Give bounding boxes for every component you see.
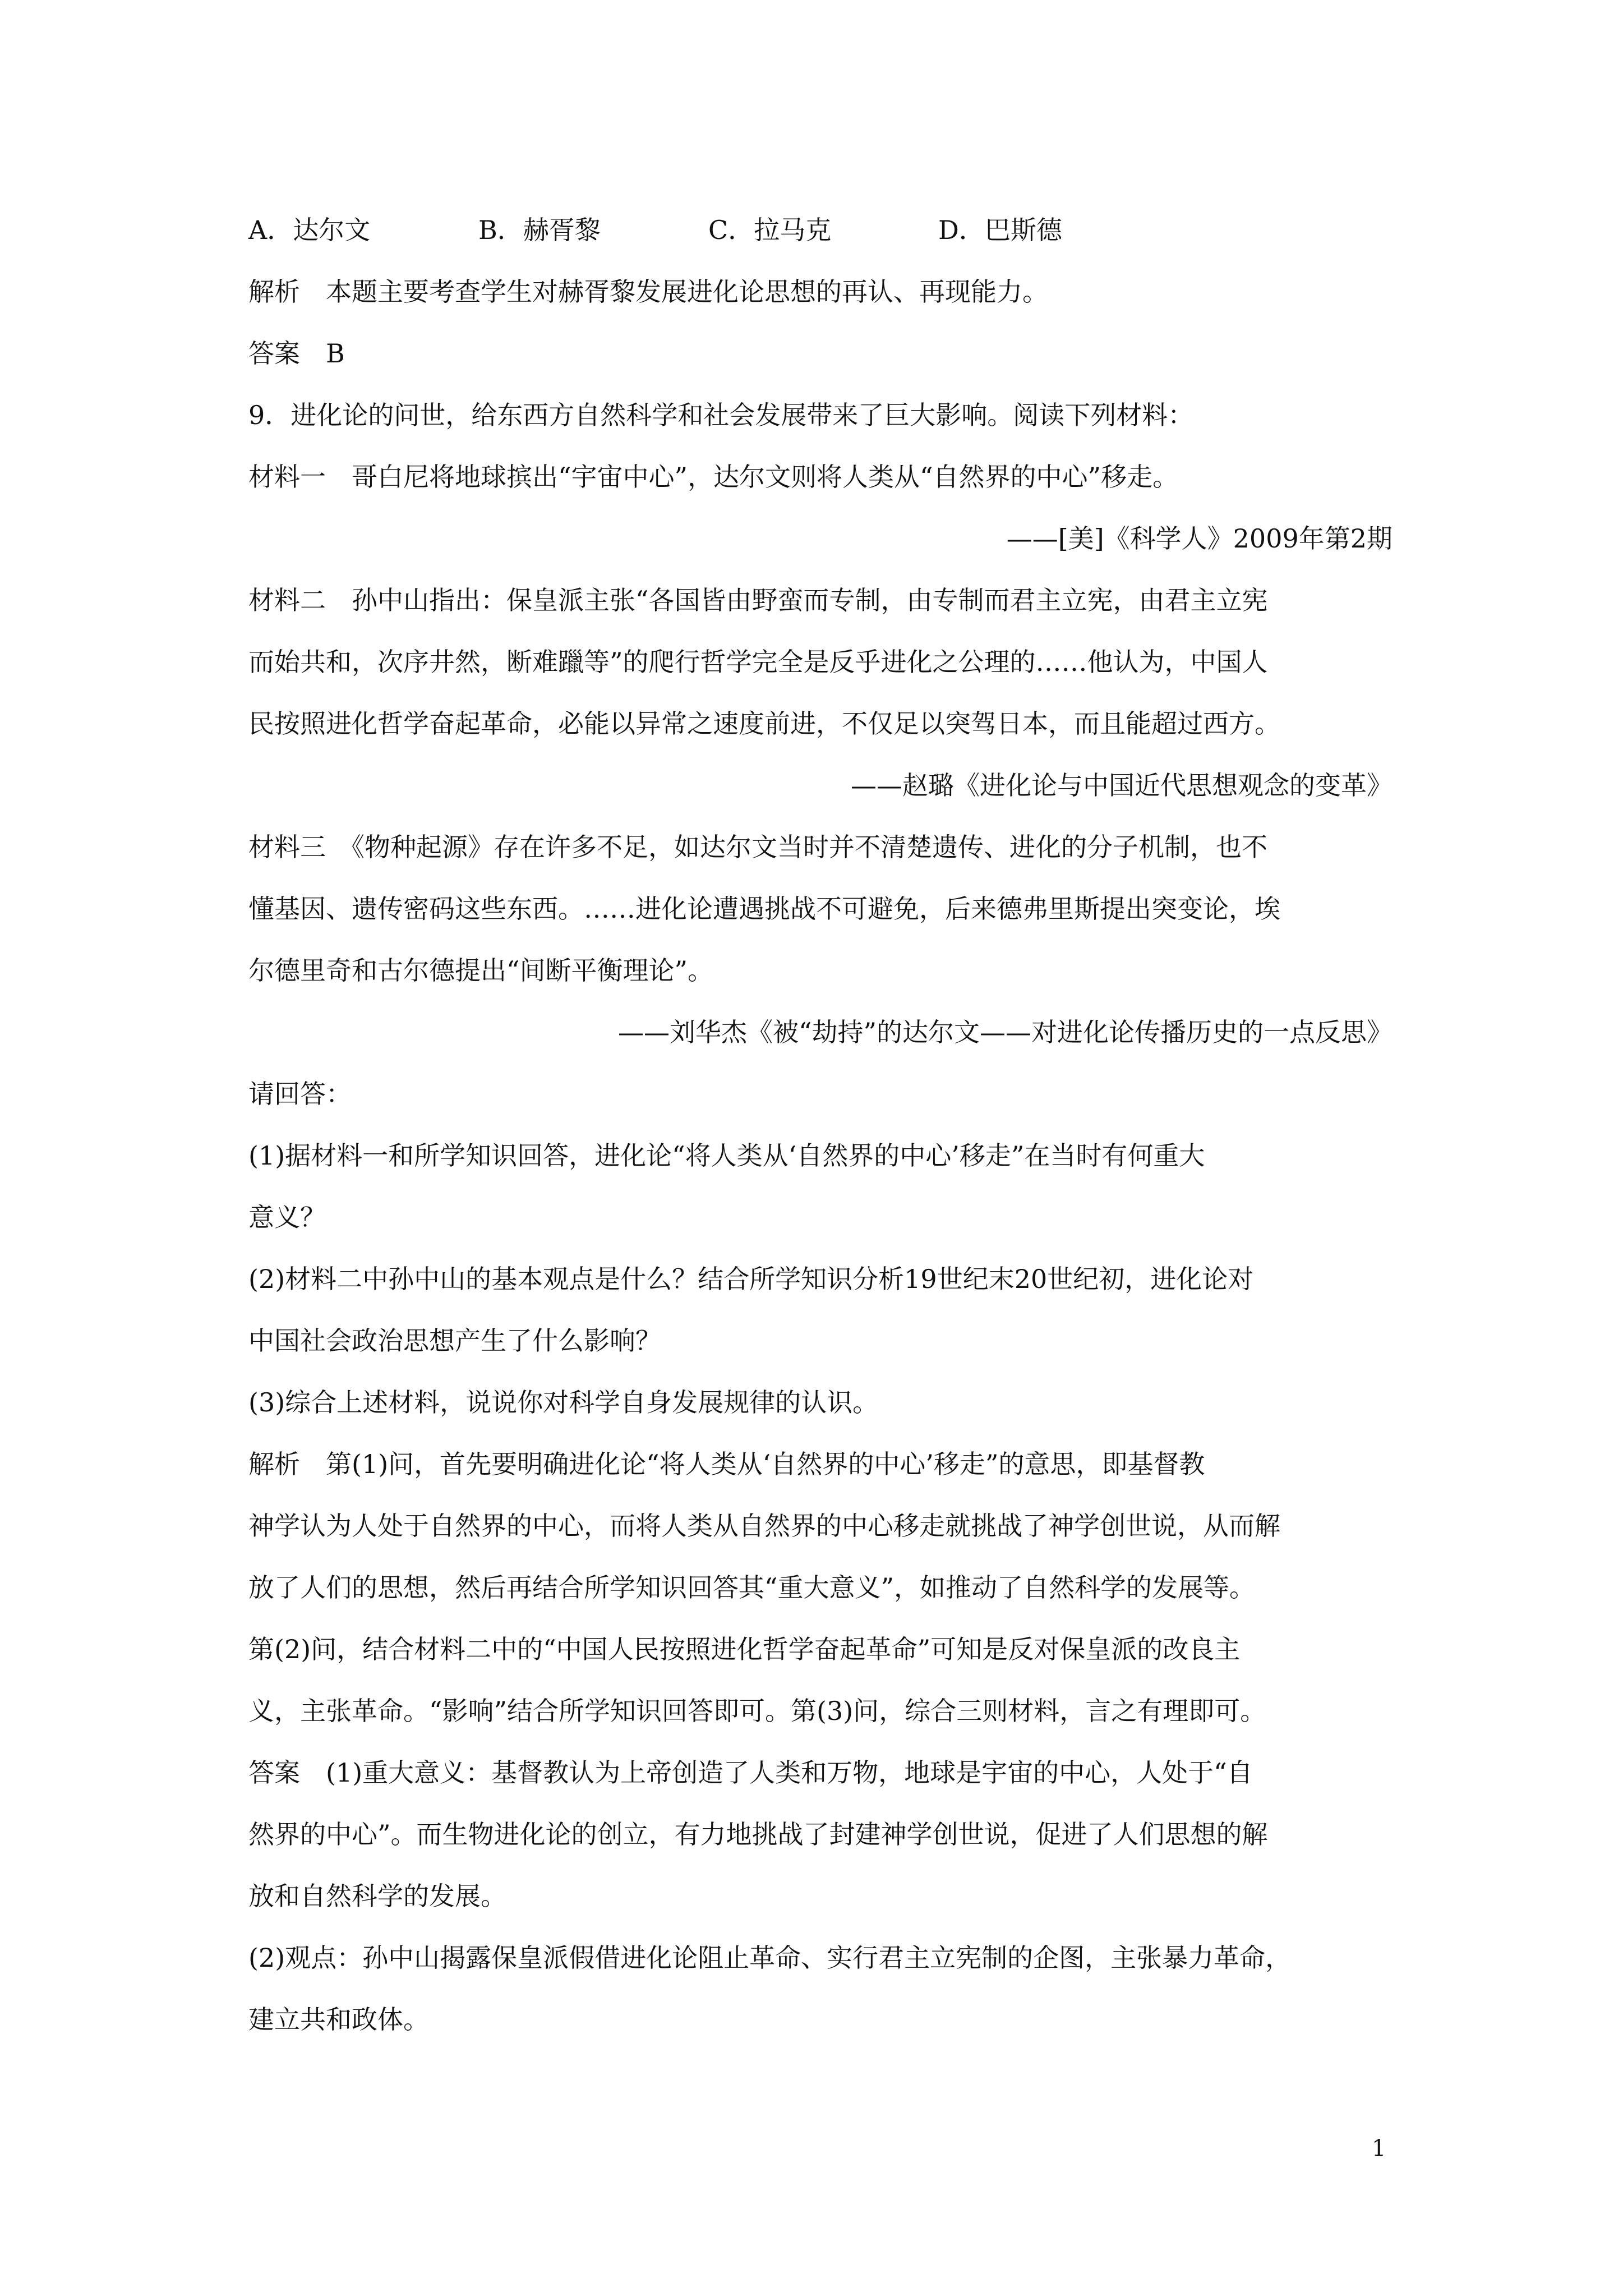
analysis-q9-line: 放了人们的思想，然后再结合所学知识回答其“重大意义”，如推动了自然科学的发展等。 — [248, 1572, 1256, 1603]
material-3-line: 懂基因、遗传密码这些东西。……进化论遭遇挑战不可避免，后来德弗里斯提出突变论，埃 — [248, 894, 1280, 924]
analysis-q9-line: 义，主张革命。“影响”结合所学知识回答即可。第(3)问，综合三则材料，言之有理即可。 — [248, 1696, 1266, 1726]
analysis-q9-line: 解析 第(1)问，首先要明确进化论“将人类从‘自然界的中心’移走”的意思，即基督教 — [248, 1449, 1205, 1479]
material-1-source: ——[美]《科学人》2009年第2期 — [1006, 523, 1393, 554]
answer-q9-1-line: 放和自然科学的发展。 — [248, 1881, 506, 1911]
answer-q8: 答案 B — [248, 338, 345, 369]
material-2-source: ——赵璐《进化论与中国近代思想观念的变革》 — [851, 770, 1393, 800]
answer-q9-1-line: 答案 (1)重大意义：基督教认为上帝创造了人类和万物，地球是宇宙的中心，人处于“自 — [248, 1757, 1253, 1788]
material-1: 材料一 哥白尼将地球摈出“宇宙中心”，达尔文则将人类从“自然界的中心”移走。 — [248, 462, 1179, 492]
material-3-line: 材料三 《物种起源》存在许多不足，如达尔文当时并不清楚遗传、进化的分子机制，也不 — [248, 832, 1267, 862]
material-3-line: 尔德里奇和古尔德提出“间断平衡理论”。 — [248, 955, 714, 986]
answer-q9-2-line: (2)观点：孙中山揭露保皇派假借进化论阻止革命、实行君主立宪制的企图，主张暴力革命， — [248, 1943, 1292, 1973]
option-d: D．巴斯德 — [938, 215, 1062, 245]
please-answer: 请回答： — [248, 1079, 352, 1109]
material-2-line: 民按照进化哲学奋起革命，必能以异常之速度前进，不仅足以突驾日本，而且能超过西方。 — [248, 708, 1280, 739]
option-c: C．拉马克 — [708, 215, 832, 245]
material-3-source: ——刘华杰《被“劫持”的达尔文——对进化论传播历史的一点反思》 — [617, 1017, 1393, 1047]
choice-options — [248, 213, 1393, 247]
analysis-q9-line: 神学认为人处于自然界的中心，而将人类从自然界的中心移走就挑战了神学创世说，从而解 — [248, 1511, 1280, 1541]
option-b: B．赫胥黎 — [478, 215, 601, 245]
material-2-line: 材料二 孙中山指出：保皇派主张“各国皆由野蛮而专制，由专制而君主立宪，由君主立宪 — [248, 585, 1268, 615]
question-1-line: (1)据材料一和所学知识回答，进化论“将人类从‘自然界的中心’移走”在当时有何重大 — [248, 1140, 1205, 1171]
material-2-line: 而始共和，次序井然，断难躐等”的爬行哲学完全是反乎进化之公理的……他认为，中国人 — [248, 647, 1268, 677]
option-a: A．达尔文 — [248, 215, 371, 245]
analysis-q9-line: 第(2)问，结合材料二中的“中国人民按照进化哲学奋起革命”可知是反对保皇派的改良主 — [248, 1634, 1241, 1664]
answer-q9-1-line: 然界的中心”。而生物进化论的创立，有力地挑战了封建神学创世说，促进了人们思想的解 — [248, 1819, 1268, 1849]
question-3: (3)综合上述材料，说说你对科学自身发展规律的认识。 — [248, 1387, 879, 1418]
question-2-line: 中国社会政治思想产生了什么影响？ — [248, 1326, 661, 1356]
answer-q9-2-line: 建立共和政体。 — [248, 2004, 429, 2035]
page-number: 1 — [1372, 2136, 1386, 2161]
question-1-line: 意义？ — [248, 1202, 326, 1232]
analysis-q8: 解析 本题主要考查学生对赫胥黎发展进化论思想的再认、再现能力。 — [248, 277, 1048, 307]
question-2-line: (2)材料二中孙中山的基本观点是什么？结合所学知识分析19世纪末20世纪初，进化论对 — [248, 1264, 1254, 1294]
question-9-intro: 9．进化论的问世，给东西方自然科学和社会发展带来了巨大影响。阅读下列材料： — [248, 400, 1194, 430]
